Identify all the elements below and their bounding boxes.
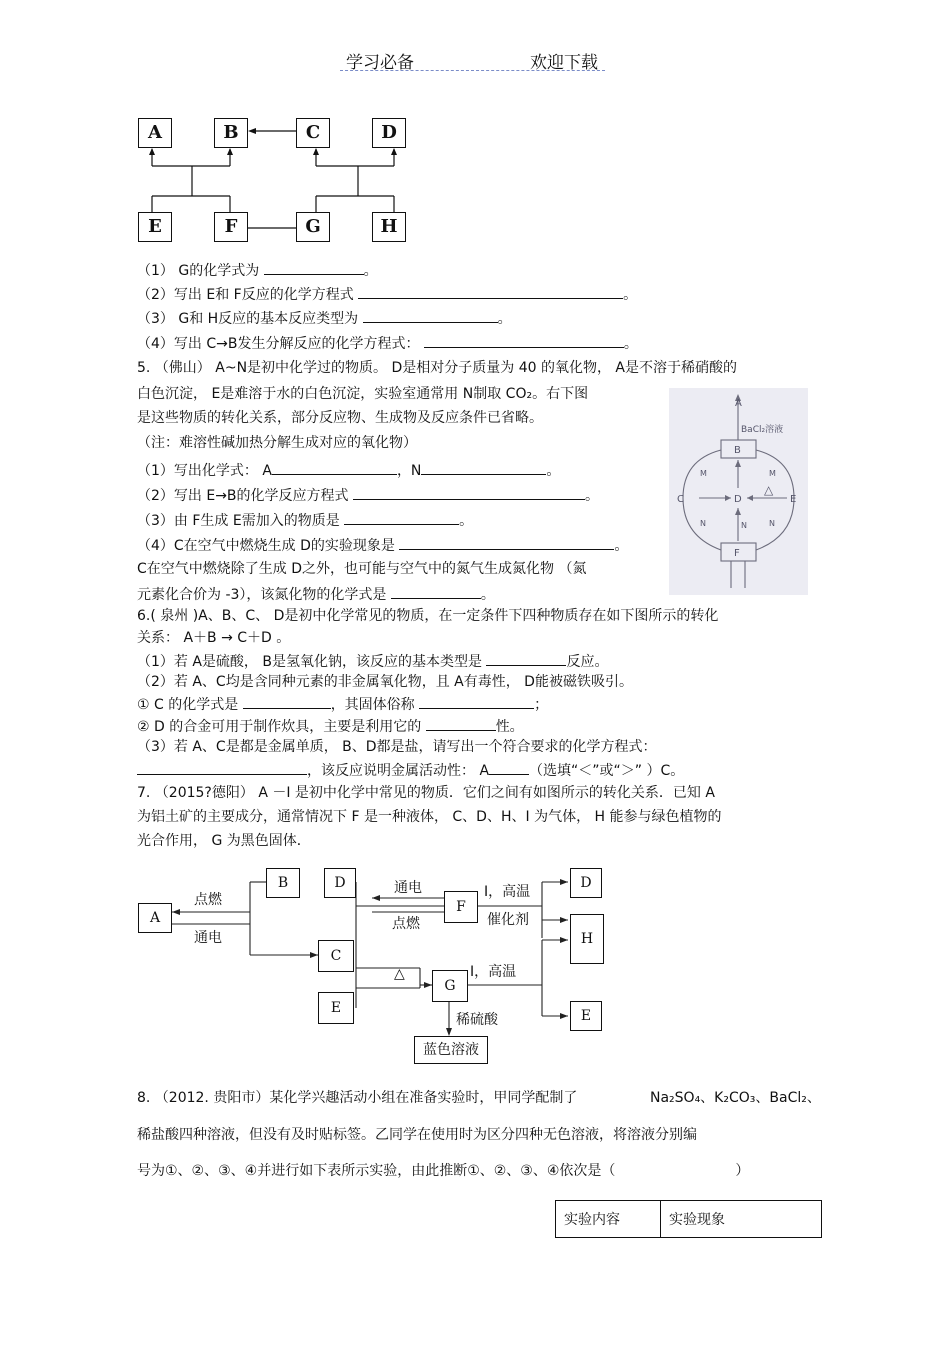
fig7-result-box: 蓝色溶液 [414, 1036, 488, 1064]
fig5-m-left: M [700, 469, 707, 478]
q5-para-6: 元素化合价为 -3），该氮化物的化学式是 。 [137, 584, 495, 604]
q7-para-1: 7. （2015?德阳） A －I 是初中化学中常见的物质．它们之间有如图所示的转化关系．已知 A [137, 785, 715, 801]
q8-para-1b: Na₂SO₄、K₂CO₃、BaCl₂、 [650, 1090, 821, 1106]
fig5-c: C [677, 494, 684, 505]
fig5-n-left: N [700, 519, 706, 528]
fig5-m-right: M [769, 469, 776, 478]
q6-para-2: 关系： A＋B → C＋D 。 [137, 630, 291, 646]
node-a: A [138, 118, 172, 148]
node-e: E [138, 212, 172, 242]
q5-line-3: （3）由 F生成 E需加入的物质是 。 [137, 510, 473, 530]
fig7-node-g: G [432, 970, 468, 1002]
q8-para-1a: 8. （2012. 贵阳市）某化学兴趣活动小组在准备实验时，甲同学配制了 [137, 1090, 578, 1106]
header-right: 欢迎下载 [530, 53, 598, 73]
label-electrolyze: 通电 [194, 930, 222, 946]
table-row [556, 1201, 822, 1238]
fig7-node-e: E [318, 992, 354, 1024]
q8-para-3: 号为①、②、③、④并进行如下表所示实验，由此推断①、②、③、④依次是（ ） [137, 1163, 750, 1179]
q4-line-2: （2）写出 E和 F反应的化学方程式 。 [137, 284, 637, 304]
q5-para-2: 白色沉淀， E是难溶于水的白色沉淀，实验室通常用 N制取 CO₂。右下图 [137, 386, 589, 402]
fig5-n-right: N [769, 519, 775, 528]
label-ignite-2: 点燃 [392, 916, 420, 932]
node-f: F [214, 212, 248, 242]
q5-para-5: C在空气中燃烧除了生成 D之外，也可能与空气中的氮气生成氮化物 （氮 [137, 561, 587, 577]
q6-line-2: （2）若 A、C均是含同种元素的非金属氧化物，且 A有毒性， D能被磁铁吸引。 [137, 674, 633, 690]
fig5-reagent: BaCl₂溶液 [741, 425, 784, 435]
fig7-node-h: H [570, 914, 604, 964]
label-electrolyze-2: 通电 [394, 880, 422, 896]
fig7-node-d-right: D [570, 868, 602, 898]
label-heat: △ [394, 966, 405, 982]
fig5-d: D [734, 494, 742, 505]
fig5-e: E [790, 494, 797, 505]
fig7-node-c: C [318, 940, 354, 972]
label-condition-2: I，高温 [470, 964, 517, 980]
q5-para-3: 是这些物质的转化关系，部分反应物、生成物及反应条件已省略。 [137, 410, 543, 426]
q5-line-1: （1）写出化学式： A ，N 。 [137, 460, 560, 480]
q6-para-1: 6.( 泉州 )A、B、C、 D是初中化学常见的物质，在一定条件下四种物质存在如下图所示的转化 [137, 608, 719, 624]
fig5-n-mid: N [741, 521, 747, 530]
q6-line-5: （3）若 A、C是都是金属单质， B、D都是盐，请写出一个符合要求的化学方程式： [137, 739, 657, 755]
fig5-delta: △ [764, 483, 774, 497]
q8-table [555, 1200, 822, 1238]
node-g: G [296, 212, 330, 242]
q8-para-2: 稀盐酸四种溶液，但没有及时贴标签。乙同学在使用时为区分四种无色溶液，将溶液分别编 [137, 1127, 697, 1143]
node-d: D [372, 118, 406, 148]
label-acid: 稀硫酸 [456, 1012, 498, 1028]
node-b: B [214, 118, 248, 148]
fig5-f: F [734, 548, 740, 559]
q5-line-2: （2）写出 E→B的化学反应方程式 。 [137, 485, 599, 505]
q7-para-3: 光合作用， G 为黑色固体． [137, 833, 311, 849]
q6-line-3: ① C 的化学式是 ，其固体俗称 ； [137, 694, 548, 714]
fig7-node-f: F [444, 891, 478, 923]
header-left: 学习必备 [346, 53, 414, 73]
label-condition-1: I，高温 [484, 884, 531, 900]
q5-para-1: 5. （佛山） A~N是初中化学过的物质。 D是相对分子质量为 40 的氧化物， A是不溶于稀硝酸的 [137, 360, 738, 376]
fig5-b: B [734, 445, 741, 456]
q5-line-4: （4）C在空气中燃烧生成 D的实验现象是 。 [137, 535, 628, 555]
fig7-node-e-right: E [570, 1001, 602, 1031]
q6-line-6: ，该反应说明金属活动性： A （选填“＜”或“＞” ）C。 [137, 760, 684, 780]
q4-line-1: （1） G的化学式为 。 [137, 260, 378, 280]
fig7-node-a: A [138, 903, 172, 933]
table-header-phenomenon: 实验现象 [661, 1201, 822, 1238]
label-catalyst: 催化剂 [487, 912, 529, 928]
q5-para-4: （注：难溶性碱加热分解生成对应的氧化物） [137, 435, 417, 451]
label-ignite: 点燃 [194, 892, 222, 908]
fig5-a: A [735, 398, 742, 409]
fig7-node-d: D [324, 868, 356, 898]
q6-line-4: ② D 的合金可用于制作炊具，主要是利用它的 性。 [137, 716, 524, 736]
q4-line-4: （4）写出 C→B发生分解反应的化学方程式： 。 [137, 333, 638, 353]
q4-line-3: （3） G和 H反应的基本反应类型为 。 [137, 308, 512, 328]
q7-para-2: 为铝土矿的主要成分，通常情况下 F 是一种液体， C、D、H、I 为气体， H 能参与绿色植物的 [137, 809, 722, 825]
q6-line-1: （1）若 A是硫酸， B是氢氧化钠，该反应的基本类型是 反应。 [137, 651, 608, 671]
table-header-content: 实验内容 [556, 1201, 661, 1238]
fig7-node-b: B [266, 868, 300, 898]
node-h: H [372, 212, 406, 242]
node-c: C [296, 118, 330, 148]
